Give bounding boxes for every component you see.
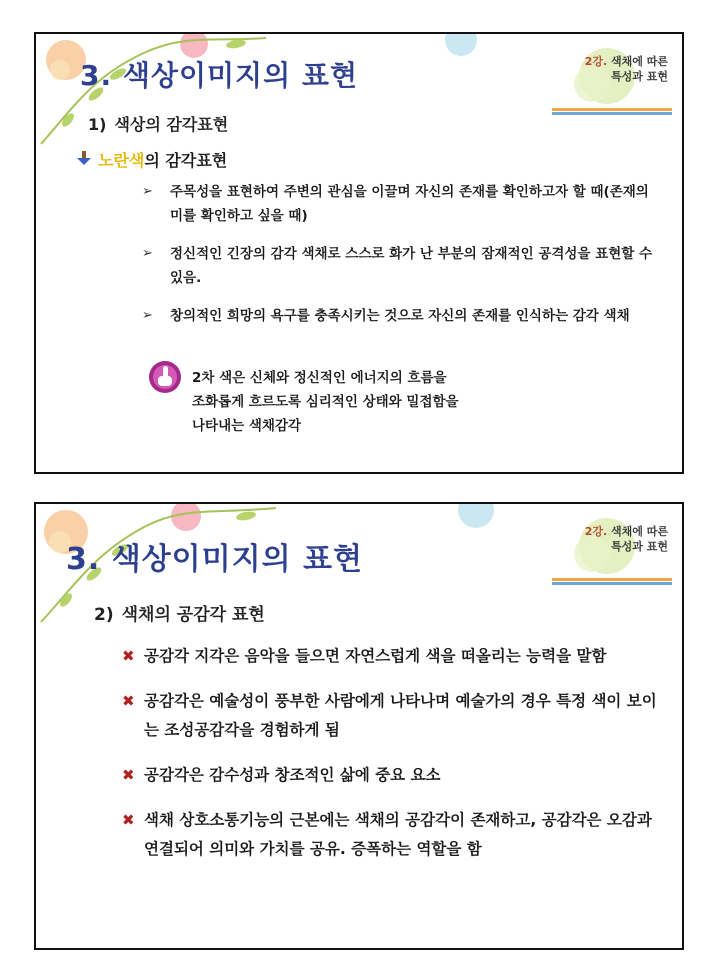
x-mark-icon: ✖ (122, 692, 135, 710)
list-item (122, 687, 662, 745)
highlight-word: 노란색 (98, 151, 145, 170)
badge-number: 2강. (584, 55, 608, 68)
section-heading-text: 색채의 공감각 표현 (121, 605, 265, 625)
list-item (142, 180, 662, 228)
slide-1 (34, 32, 684, 474)
slide-title: 3. 색상이미지의 표현 (80, 59, 359, 92)
arrow-right-icon: ➢ (142, 308, 153, 323)
arrow-down-icon (76, 150, 92, 166)
slide-title: 3. 색상이미지의 표현 (66, 542, 363, 577)
x-mark-icon: ✖ (122, 766, 135, 784)
slide-2 (34, 502, 684, 950)
list-item (142, 304, 662, 328)
list-item (142, 242, 662, 290)
list-item-text: 창의적인 희망의 욕구를 충족시키는 것으로 자신의 존재를 인식하는 감각 색채 (170, 308, 630, 324)
lecture-badge (522, 46, 672, 116)
pointing-hand-icon (148, 360, 182, 394)
list-item-text: 주목성을 표현하여 주변의 관심을 이끌며 자신의 존재를 확인하고자 할 때(존재의 미를 확인하고 싶을 때) (170, 184, 649, 224)
note-line-1: 2차 색은 신체와 정신적인 에너지의 흐름을 (192, 370, 447, 386)
section-heading (94, 600, 265, 625)
list-item (122, 761, 662, 790)
section-number: 2) (94, 605, 114, 625)
list-item (122, 806, 662, 864)
lecture-badge (522, 516, 672, 586)
list-item-text: 공감각은 감수성과 창조적인 삶에 중요 요소 (144, 766, 441, 784)
list-item-text: 공감각 지각은 음악을 들으면 자연스럽게 색을 떠올리는 능력을 말함 (144, 647, 607, 665)
sub-heading (98, 148, 227, 171)
bullet-list (142, 180, 662, 342)
badge-line-1: 색채에 따른 (611, 55, 668, 68)
badge-line-2: 특성과 표현 (611, 70, 668, 83)
list-item-text: 색채 상호소통기능의 근본에는 색채의 공감각이 존재하고, 공감각은 오감과 연결되어 의미와 가치를 공유. 증폭하는 역할을 함 (144, 811, 652, 858)
badge-line-1: 색채에 따른 (611, 525, 668, 538)
section-heading (88, 112, 228, 135)
list-item (122, 642, 662, 671)
list-item-text: 공감각은 예술성이 풍부한 사람에게 나타나며 예술가의 경우 특정 색이 보이는 조성공감각을 경험하게 됨 (144, 692, 657, 739)
x-mark-icon: ✖ (122, 647, 135, 665)
note-line-3: 나타내는 색채감각 (192, 418, 302, 434)
arrow-right-icon: ➢ (142, 184, 153, 199)
badge-line-2: 특성과 표현 (611, 540, 668, 553)
arrow-right-icon: ➢ (142, 246, 153, 261)
sub-heading-rest: 의 감각표현 (144, 151, 228, 170)
bullet-list (122, 642, 662, 880)
section-number: 1) (88, 115, 107, 134)
badge-number: 2강. (584, 525, 608, 538)
list-item-text: 정신적인 긴장의 감각 색채로 스스로 화가 난 부분의 잠재적인 공격성을 표현할 수 있음. (170, 246, 653, 286)
note-line-2: 조화롭게 흐르도록 심리적인 상태와 밀접함을 (192, 394, 459, 410)
x-mark-icon: ✖ (122, 811, 135, 829)
section-heading-text: 색상의 감각표현 (114, 115, 229, 134)
